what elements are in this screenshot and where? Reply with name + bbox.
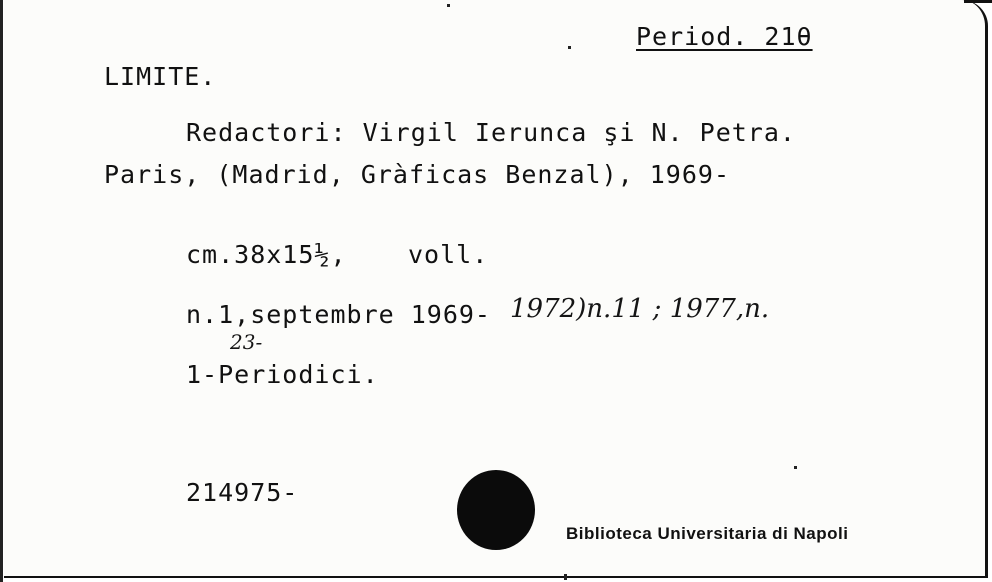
card-title: LIMITE.	[104, 62, 217, 91]
speck	[568, 46, 571, 49]
editors-line: Redactori: Virgil Ierunca şi N. Petra.	[186, 118, 796, 147]
speck	[794, 466, 797, 469]
inventory-number: 214975-	[186, 478, 299, 507]
card-left-edge	[0, 0, 3, 582]
issues-handwritten: 1972)n.11 ; 1977,n.	[510, 294, 770, 324]
volumes: voll.	[408, 240, 489, 269]
speck	[564, 574, 567, 580]
speck	[447, 4, 450, 7]
dimensions: cm.38x15½,	[186, 240, 347, 269]
card-corner-edge	[964, 0, 992, 3]
issues-typed: n.1,septembre 1969-	[186, 300, 491, 329]
handwritten-note: 23-	[230, 330, 263, 354]
imprint-line: Paris, (Madrid, Gràficas Benzal), 1969-	[104, 160, 730, 189]
call-number: Period. 21θ	[636, 22, 813, 51]
library-stamp-text: Biblioteca Universitaria di Napoli	[566, 524, 849, 543]
library-seal-stamp	[457, 470, 535, 550]
subject-heading: 1-Periodici.	[186, 360, 379, 389]
